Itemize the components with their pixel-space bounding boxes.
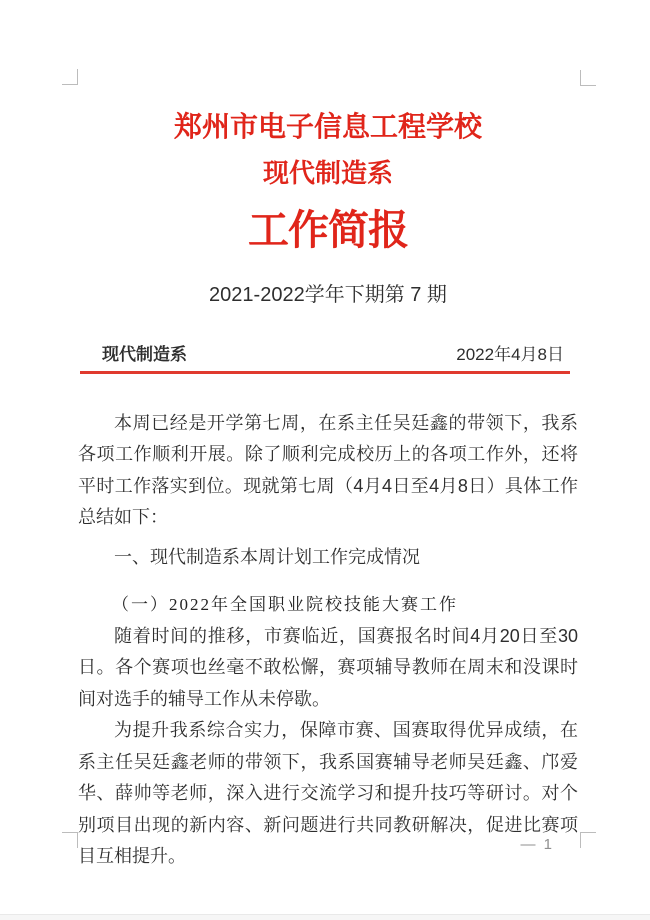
crop-mark-top-left-icon: [62, 69, 78, 85]
page-number: — 1: [520, 836, 554, 853]
meta-department: 现代制造系: [102, 344, 187, 364]
school-name: 郑州市电子信息工程学校: [173, 111, 482, 142]
department-name: 现代制造系: [262, 158, 393, 189]
page-bottom-edge: [0, 914, 650, 920]
paragraph-coaching: 为提升我系综合实力，保障市赛、国赛取得优异成绩，在系主任吴廷鑫老师的带领下，我系国赛辅导老师吴廷鑫、邝爱华、薛帅等老师，深入进行交流学习和提升技巧等研讨。对个别项目出现的新内容、新问题进行共同教研解决，促进比赛项目互相提升。: [78, 720, 578, 867]
meta-date: 2022年4月8日: [456, 344, 564, 364]
meta-row: [78, 345, 578, 365]
paragraph-competition: 随着时间的推移，市赛临近，国赛报名时间4月20日至30日。各个赛项也丝毫不敢松懈，赛项辅导教师在周末和没课时间对选手的辅导工作从未停歇。: [78, 625, 578, 709]
doc-title: 工作简报: [248, 206, 408, 253]
crop-mark-bottom-left-icon: [62, 832, 78, 848]
subsection-heading-1-1: （一）2022年全国职业院校技能大赛工作: [112, 595, 458, 615]
paragraph-weekly-summary: 本周已经是开学第七周，在系主任吴廷鑫的带领下，我系各项工作顺利开展。除了顺利完成校历上的各项工作外，还将平时工作落实到位。现就第七周（4月4日至4月8日）具体工作总结如下：: [78, 412, 578, 528]
document-content: [78, 0, 578, 873]
header-rule: [80, 371, 570, 374]
document-body: [78, 408, 578, 873]
crop-mark-top-right-icon: [580, 70, 596, 86]
crop-mark-bottom-right-icon: [580, 832, 596, 848]
issue-line: 2021-2022学年下期第 7 期: [209, 283, 447, 306]
section-heading-1: 一、现代制造系本周计划工作完成情况: [114, 546, 420, 567]
